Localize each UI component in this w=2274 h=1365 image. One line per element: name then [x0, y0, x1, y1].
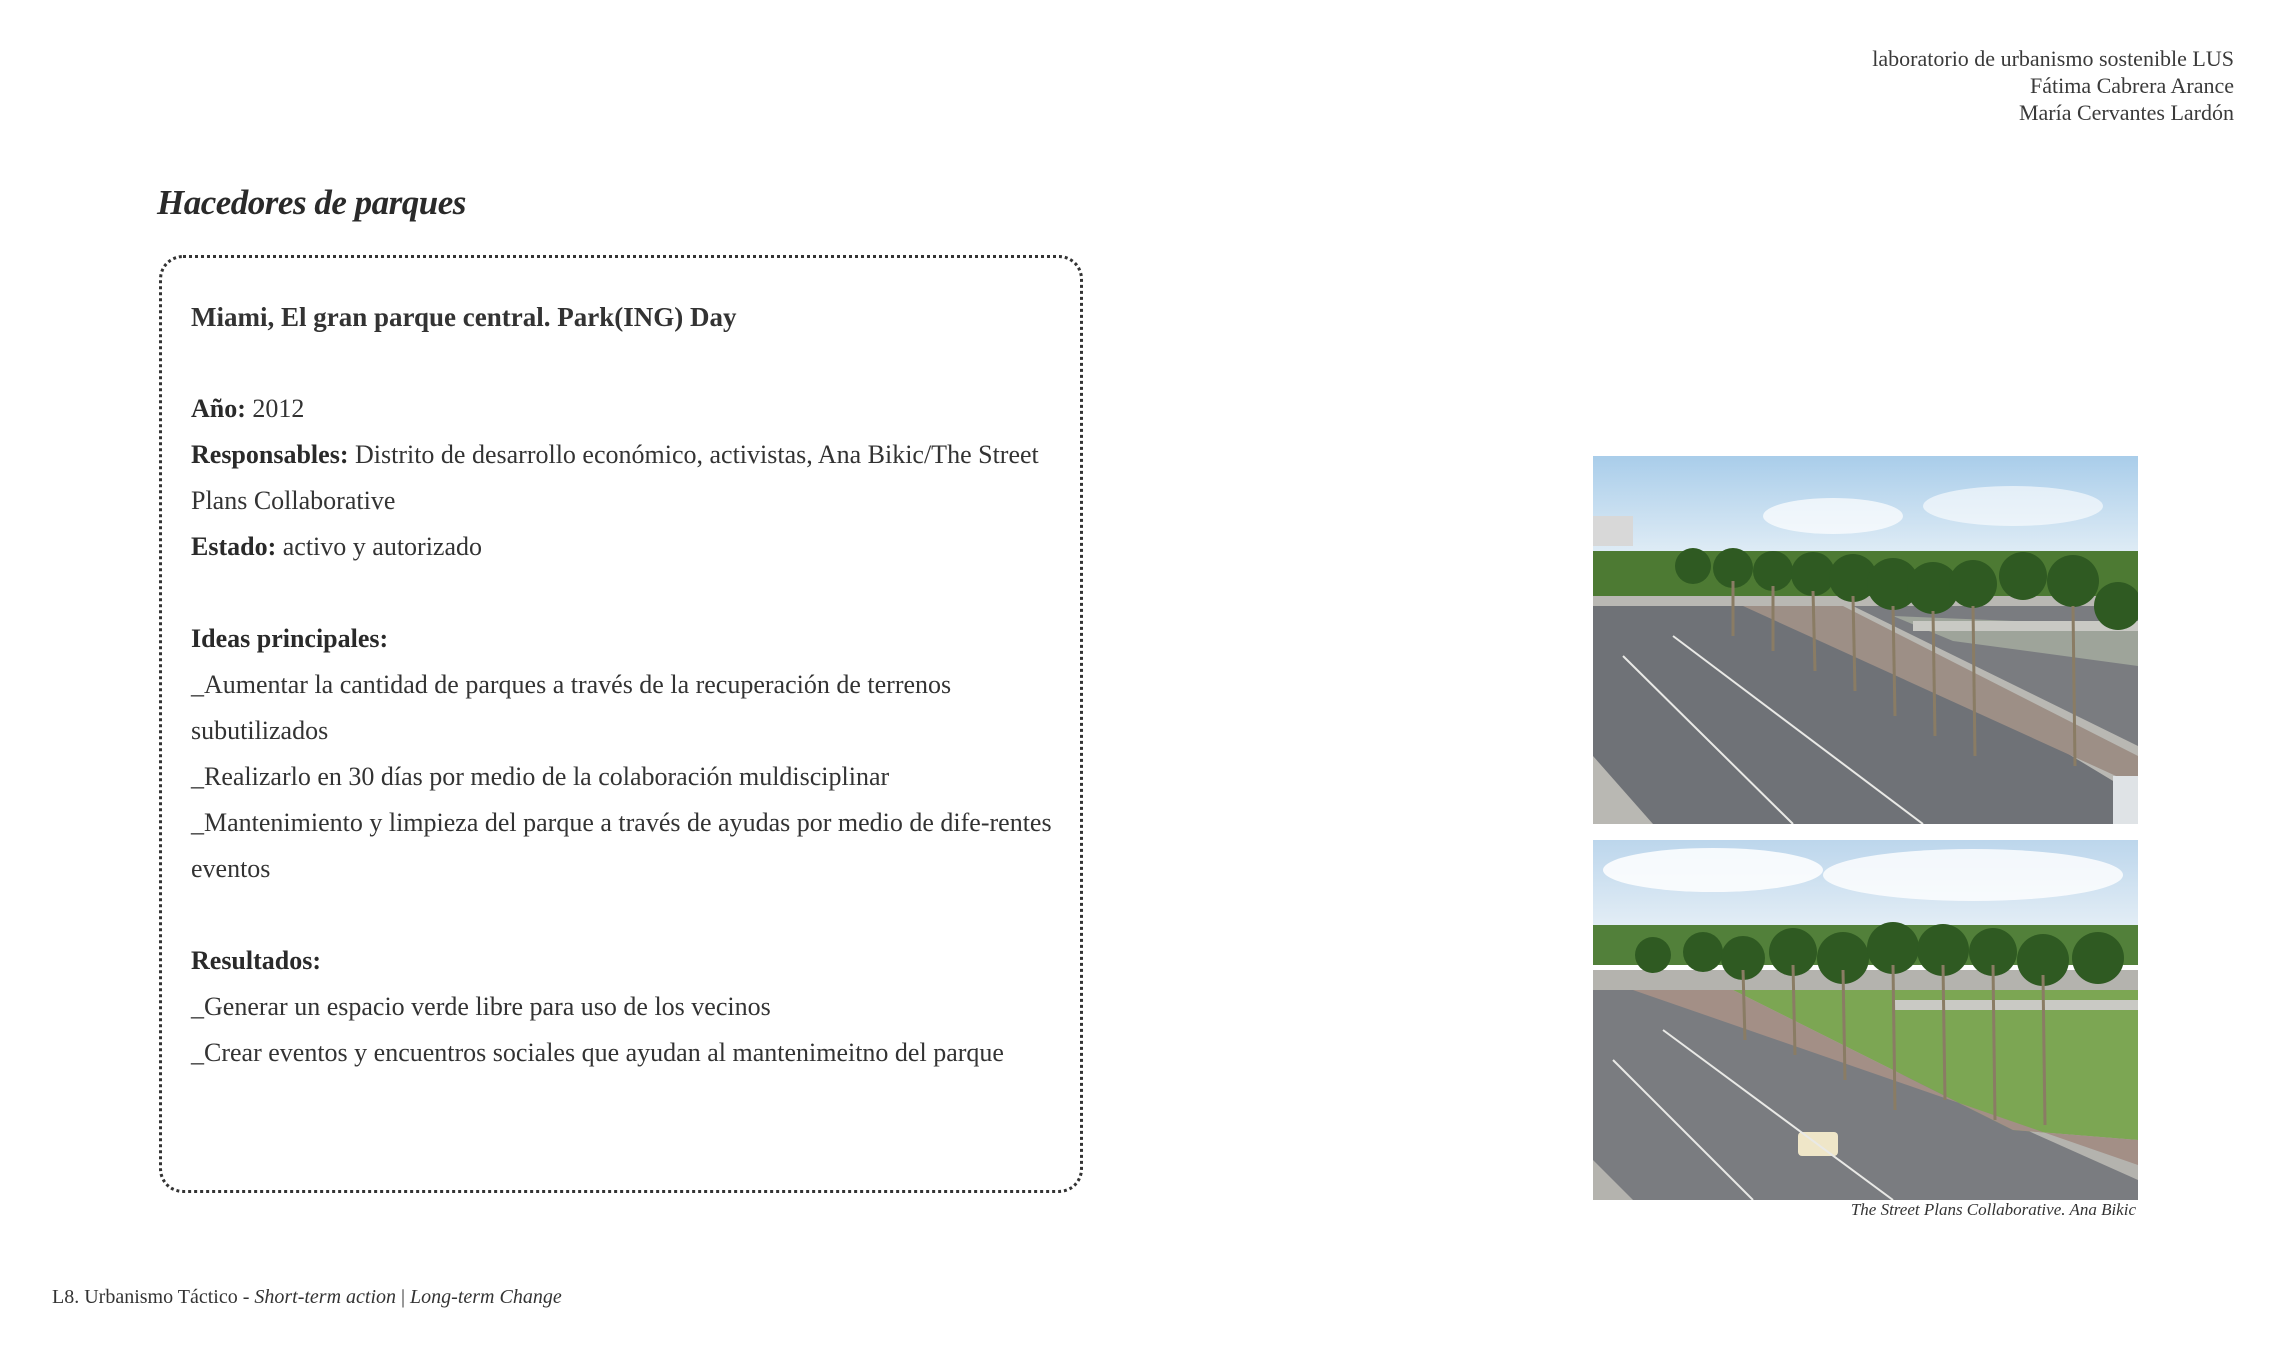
estado-row: [191, 524, 1056, 570]
idea-item: _Aumentar la cantidad de parques a través de la recuperación de terrenos subutilizados: [191, 670, 952, 745]
resultado-item: _Generar un espacio verde libre para uso de los vecinos: [191, 992, 771, 1021]
responsables-label: Responsables:: [191, 440, 349, 469]
estado-value: activo y autorizado: [282, 532, 483, 561]
author-1: Fátima Cabrera Arance: [2029, 73, 2234, 98]
ideas-heading: Ideas principales:: [191, 624, 389, 653]
year-value: 2012: [252, 394, 305, 423]
page-header: [1872, 45, 2234, 126]
project-title: Miami, El gran parque central. Park(ING) Day: [191, 302, 737, 332]
footer-separator: |: [396, 1286, 411, 1308]
page-footer: [52, 1286, 562, 1309]
section-title: Hacedores de parques: [157, 183, 466, 222]
park-photo-1: [1593, 456, 2138, 824]
park-photo-2: [1593, 840, 2138, 1200]
footer-prefix: L8. Urbanismo Táctico -: [52, 1286, 255, 1308]
footer-short-term: Short-term action: [254, 1286, 397, 1308]
idea-item: _Mantenimiento y limpieza del parque a través de ayudas por medio de dife-rentes eventos: [191, 808, 1052, 883]
project-card: [159, 255, 1083, 1193]
estado-label: Estado:: [191, 532, 277, 561]
resultado-item: _Crear eventos y encuentros sociales que ayudan al mantenimeitno del parque: [191, 1038, 1004, 1067]
footer-long-term: Long-term Change: [410, 1286, 562, 1308]
lab-name: laboratorio de urbanismo sostenible LUS: [1872, 46, 2234, 71]
responsables-row: [191, 432, 1056, 524]
year-label: Año:: [191, 394, 246, 423]
project-card-content: [191, 294, 1056, 1076]
photo-caption: The Street Plans Collaborative. Ana Bikic: [1850, 1200, 2136, 1219]
year-row: [191, 386, 1056, 432]
responsables-value: Distrito de desarrollo económico, activistas, Ana Bikic/The Street Plans Collaborative: [191, 440, 1039, 515]
resultados-heading: Resultados:: [191, 946, 322, 975]
author-2: María Cervantes Lardón: [2018, 100, 2234, 125]
idea-item: _Realizarlo en 30 días por medio de la colaboración muldisciplinar: [191, 762, 890, 791]
